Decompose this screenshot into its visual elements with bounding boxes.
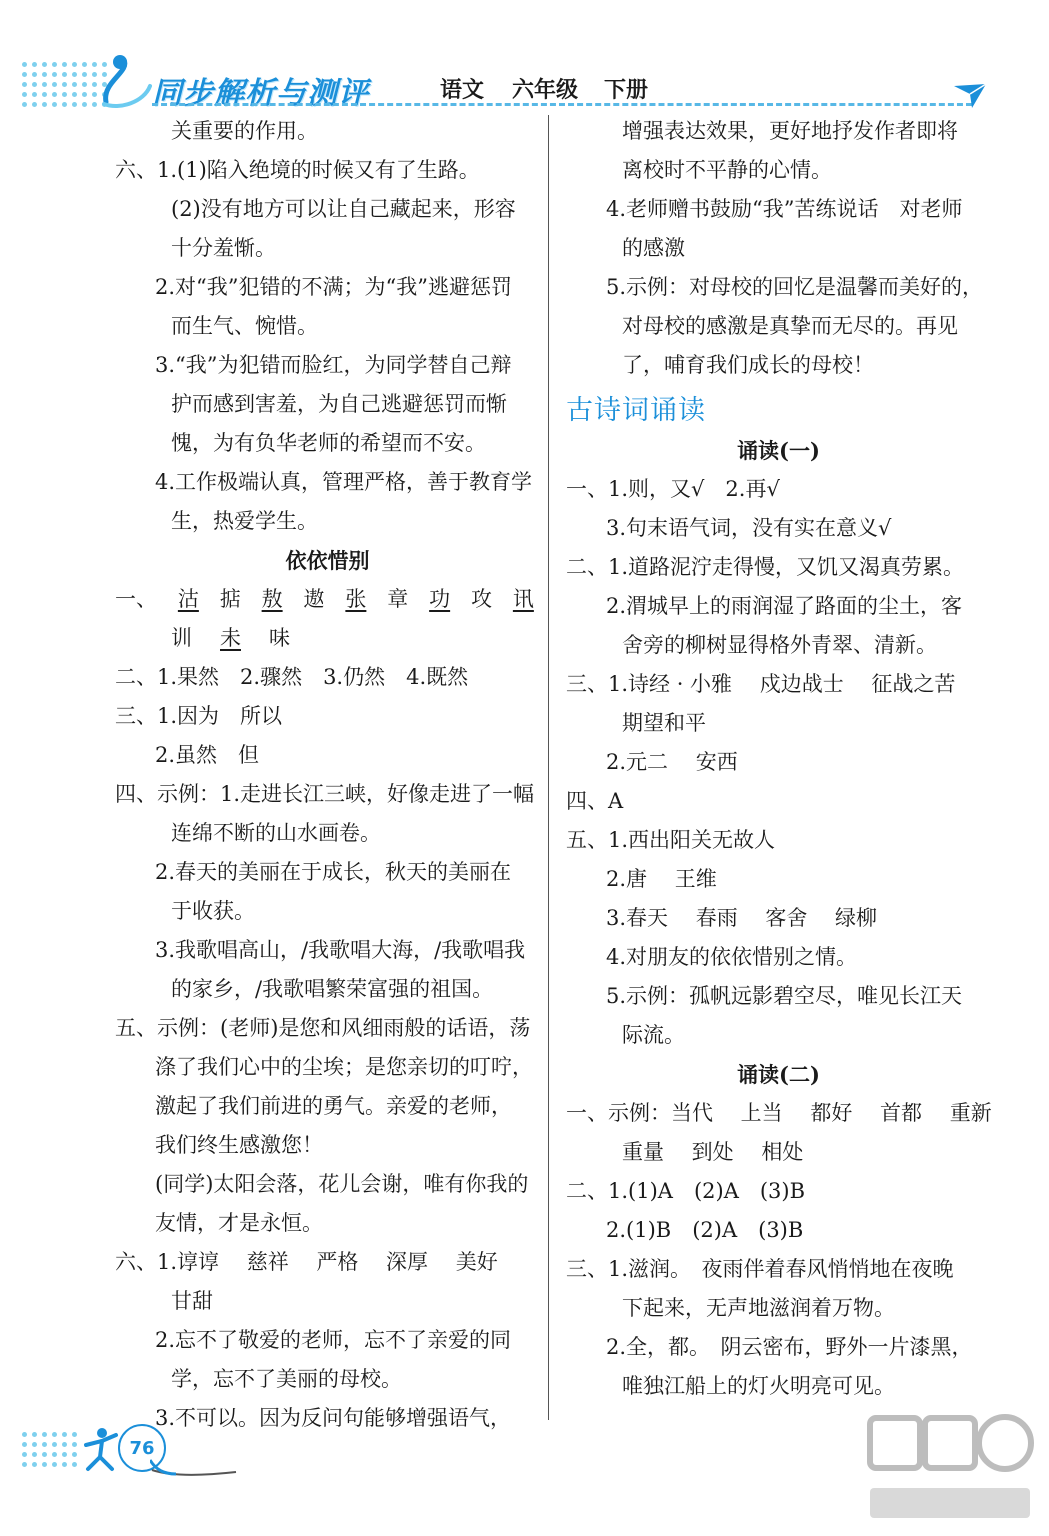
dot	[22, 72, 27, 77]
subject-label: 语文	[440, 77, 485, 103]
dot	[32, 82, 37, 87]
answer-line: 2.渭城早上的雨润湿了路面的尘土，客	[606, 594, 963, 618]
dot	[42, 102, 47, 107]
dot	[32, 1432, 37, 1437]
dot	[42, 1462, 47, 1467]
answer-line: 三、1.因为 所以	[115, 704, 283, 728]
dot	[32, 102, 37, 107]
watermark-logo	[860, 1400, 1040, 1530]
dot	[82, 82, 87, 87]
answer-line: (同学)太阳会落，花儿会谢，唯有你我的	[155, 1172, 529, 1196]
dot	[92, 82, 97, 87]
dot	[32, 1452, 37, 1457]
answer-line: 三、1.诗经 · 小雅 戍边战士 征战之苦	[566, 672, 956, 696]
answer-line: 了，哺育我们成长的母校！	[622, 353, 874, 377]
answer-line: 对母校的感激是真挚而无尽的。再见	[622, 314, 958, 338]
dot	[52, 1432, 57, 1437]
answer-line: 四、示例：1.走进长江三峡，好像走进了一幅	[115, 782, 535, 806]
page-number: 76	[118, 1424, 166, 1472]
answer-char: 攻	[471, 587, 492, 611]
answer-line: 二、1.(1)A (2)A (3)B	[566, 1179, 806, 1203]
dot	[82, 72, 87, 77]
char-row	[115, 580, 540, 619]
column-divider	[548, 115, 549, 1420]
brand-logo-icon	[100, 52, 152, 110]
dot	[22, 1432, 27, 1437]
dot	[62, 1442, 67, 1447]
dot	[32, 72, 37, 77]
dot	[92, 62, 97, 67]
answer-line: 2.全，都。 阴云密布，野外一片漆黑，	[606, 1335, 973, 1359]
answer-line: 一、示例：当代 上当 都好 首都 重新	[566, 1101, 992, 1125]
answer-line: 际流。	[622, 1023, 685, 1047]
header-dot-pattern	[22, 62, 107, 107]
footer-dot-pattern	[22, 1432, 77, 1467]
dot	[72, 1452, 77, 1457]
answer-line: 十分羞惭。	[171, 236, 276, 260]
answer-char: 训	[171, 626, 192, 650]
answer-line: 2.虽然 但	[155, 743, 260, 767]
answer-line: 护而感到害羞，为自己逃避惩罚而惭	[171, 392, 507, 416]
dot	[22, 1462, 27, 1467]
answer-char: 沽	[177, 587, 199, 611]
answer-char: 讯	[512, 587, 534, 611]
answer-line: 三、1.滋润。 夜雨伴着春风悄悄地在夜晚	[566, 1257, 954, 1281]
dot	[82, 62, 87, 67]
dot	[72, 92, 77, 97]
dot	[62, 1462, 67, 1467]
answer-char: 遨	[303, 587, 325, 611]
answer-line: 愧，为有负华老师的希望而不安。	[171, 431, 486, 455]
answer-line: 四、A	[566, 789, 624, 813]
lesson-heading: 依依惜别	[285, 548, 370, 573]
answer-line: 五、1.西出阳关无故人	[566, 828, 776, 852]
dot	[52, 102, 57, 107]
dot	[42, 92, 47, 97]
dot	[22, 82, 27, 87]
dot	[62, 62, 67, 67]
dot	[72, 62, 77, 67]
dot	[22, 102, 27, 107]
answer-char: 张	[345, 587, 367, 611]
dot	[52, 1462, 57, 1467]
dot	[72, 1462, 77, 1467]
answer-line: 3.不可以。因为反问句能够增强语气，	[155, 1406, 512, 1430]
dot	[42, 62, 47, 67]
char-row-prefix: 一、	[115, 587, 157, 611]
dot	[52, 1442, 57, 1447]
answer-line: 3.我歌唱高山，/我歌唱大海，/我歌唱我	[155, 938, 526, 962]
answer-line: 的感激	[622, 236, 685, 260]
grade-label: 六年级	[512, 77, 579, 103]
dot	[42, 72, 47, 77]
answer-line: 唯独江船上的灯火明亮可见。	[622, 1374, 895, 1398]
dot	[52, 62, 57, 67]
answer-line: 学，忘不了美丽的母校。	[171, 1367, 402, 1391]
answer-line: 一、1.则，又√ 2.再√	[566, 477, 780, 501]
dot	[62, 92, 67, 97]
answer-line: 的家乡，/我歌唱繁荣富强的祖国。	[171, 977, 494, 1001]
answer-line: 重量 到处 相处	[622, 1140, 804, 1164]
answer-line: 五、示例：(老师)是您和风细雨般的话语，荡	[115, 1016, 531, 1040]
answer-line: (2)没有地方可以让自己藏起来，形容	[171, 197, 516, 221]
dot	[32, 92, 37, 97]
dot	[32, 1462, 37, 1467]
dot	[42, 1442, 47, 1447]
dot	[22, 62, 27, 67]
dot	[72, 82, 77, 87]
dot	[62, 72, 67, 77]
answer-line: 关重要的作用。	[171, 119, 318, 143]
dot	[32, 62, 37, 67]
header-rule	[152, 103, 972, 106]
answer-line: 期望和平	[622, 711, 706, 735]
answer-line: 4.对朋友的依依惜别之情。	[606, 945, 858, 969]
page-header	[0, 0, 1049, 120]
footer-figure-icon	[80, 1425, 120, 1475]
answer-line: 2.忘不了敬爱的老师，忘不了亲爱的同	[155, 1328, 512, 1352]
dot	[72, 1432, 77, 1437]
dot	[92, 72, 97, 77]
answer-char: 味	[269, 626, 290, 650]
answer-line: 2.对“我”犯错的不满；为“我”逃避惩罚	[155, 275, 512, 299]
answer-line: 舍旁的柳树显得格外青翠、清新。	[622, 633, 937, 657]
right-column	[566, 112, 991, 1406]
answer-line: 涤了我们心中的尘埃；是您亲切的叮咛，	[155, 1055, 533, 1079]
answer-line: 2.春天的美丽在于成长，秋天的美丽在	[155, 860, 512, 884]
answer-line: 3.“我”为犯错而脸红，为同学替自己辩	[155, 353, 512, 377]
answer-line: 于收获。	[171, 899, 255, 923]
answer-line: 六、1.(1)陷入绝境的时候又有了生路。	[115, 158, 480, 182]
left-column	[115, 112, 540, 1438]
dot	[62, 1432, 67, 1437]
dot	[82, 92, 87, 97]
dot	[72, 102, 77, 107]
lesson-heading: 诵读(二)	[737, 1062, 820, 1087]
answer-line: 下起来，无声地滋润着万物。	[622, 1296, 895, 1320]
answer-line: 增强表达效果，更好地抒发作者即将	[622, 119, 958, 143]
page-number-swoosh	[150, 1440, 240, 1480]
char-row	[115, 619, 540, 658]
answer-line: 5.示例：对母校的回忆是温馨而美好的，	[606, 275, 984, 299]
answer-line: 3.句末语气词，没有实在意义√	[606, 516, 892, 540]
answer-line: 4.老师赠书鼓励“我”苦练说话 对老师	[606, 197, 963, 221]
dot	[92, 92, 97, 97]
header-arrow-icon	[950, 80, 990, 110]
volume-label: 下册	[604, 77, 649, 103]
dot	[32, 1442, 37, 1447]
answer-char: 掂	[219, 587, 241, 611]
dot	[42, 1452, 47, 1457]
answer-line: 我们终生感激您！	[155, 1133, 323, 1157]
dot	[62, 82, 67, 87]
dot	[22, 92, 27, 97]
dot	[52, 92, 57, 97]
dot	[52, 1452, 57, 1457]
answer-line: 甘甜	[171, 1289, 213, 1313]
lesson-heading: 诵读(一)	[737, 438, 820, 463]
answer-line: 3.春天 春雨 客舍 绿柳	[606, 906, 878, 930]
dot	[42, 82, 47, 87]
answer-line: 连绵不断的山水画卷。	[171, 821, 381, 845]
answer-line: 友情，才是永恒。	[155, 1211, 323, 1235]
dot	[62, 1452, 67, 1457]
answer-line: 2.唐 王维	[606, 867, 717, 891]
answer-line: 激起了我们前进的勇气。亲爱的老师，	[155, 1094, 512, 1118]
answer-line: 六、1.谆谆 慈祥 严格 深厚 美好	[115, 1250, 498, 1274]
dot	[42, 1432, 47, 1437]
dot	[22, 1442, 27, 1447]
answer-char: 敖	[261, 587, 283, 611]
answer-line: 而生气、惋惜。	[171, 314, 318, 338]
answer-line: 2.元二 安西	[606, 750, 738, 774]
answer-line: 生，热爱学生。	[171, 509, 318, 533]
answer-line: 二、1.果然 2.骤然 3.仍然 4.既然	[115, 665, 469, 689]
answer-line: 二、1.道路泥泞走得慢，又饥又渴真劳累。	[566, 555, 965, 579]
answer-line: 5.示例：孤帆远影碧空尽，唯见长江天	[606, 984, 963, 1008]
dot	[92, 102, 97, 107]
answer-line: 2.(1)B (2)A (3)B	[606, 1218, 804, 1242]
dot	[82, 102, 87, 107]
answer-char: 功	[429, 587, 451, 611]
dot	[62, 102, 67, 107]
dot	[72, 1442, 77, 1447]
answer-char: 未	[220, 626, 241, 650]
answer-line: 离校时不平静的心情。	[622, 158, 832, 182]
answer-line: 4.工作极端认真，管理严格，善于教育学	[155, 470, 533, 494]
section-title: 古诗词诵读	[566, 395, 706, 426]
brand-title: 同步解析与测评	[152, 76, 369, 111]
dot	[52, 82, 57, 87]
dot	[22, 1452, 27, 1457]
dot	[72, 72, 77, 77]
answer-char: 章	[387, 587, 409, 611]
dot	[52, 72, 57, 77]
